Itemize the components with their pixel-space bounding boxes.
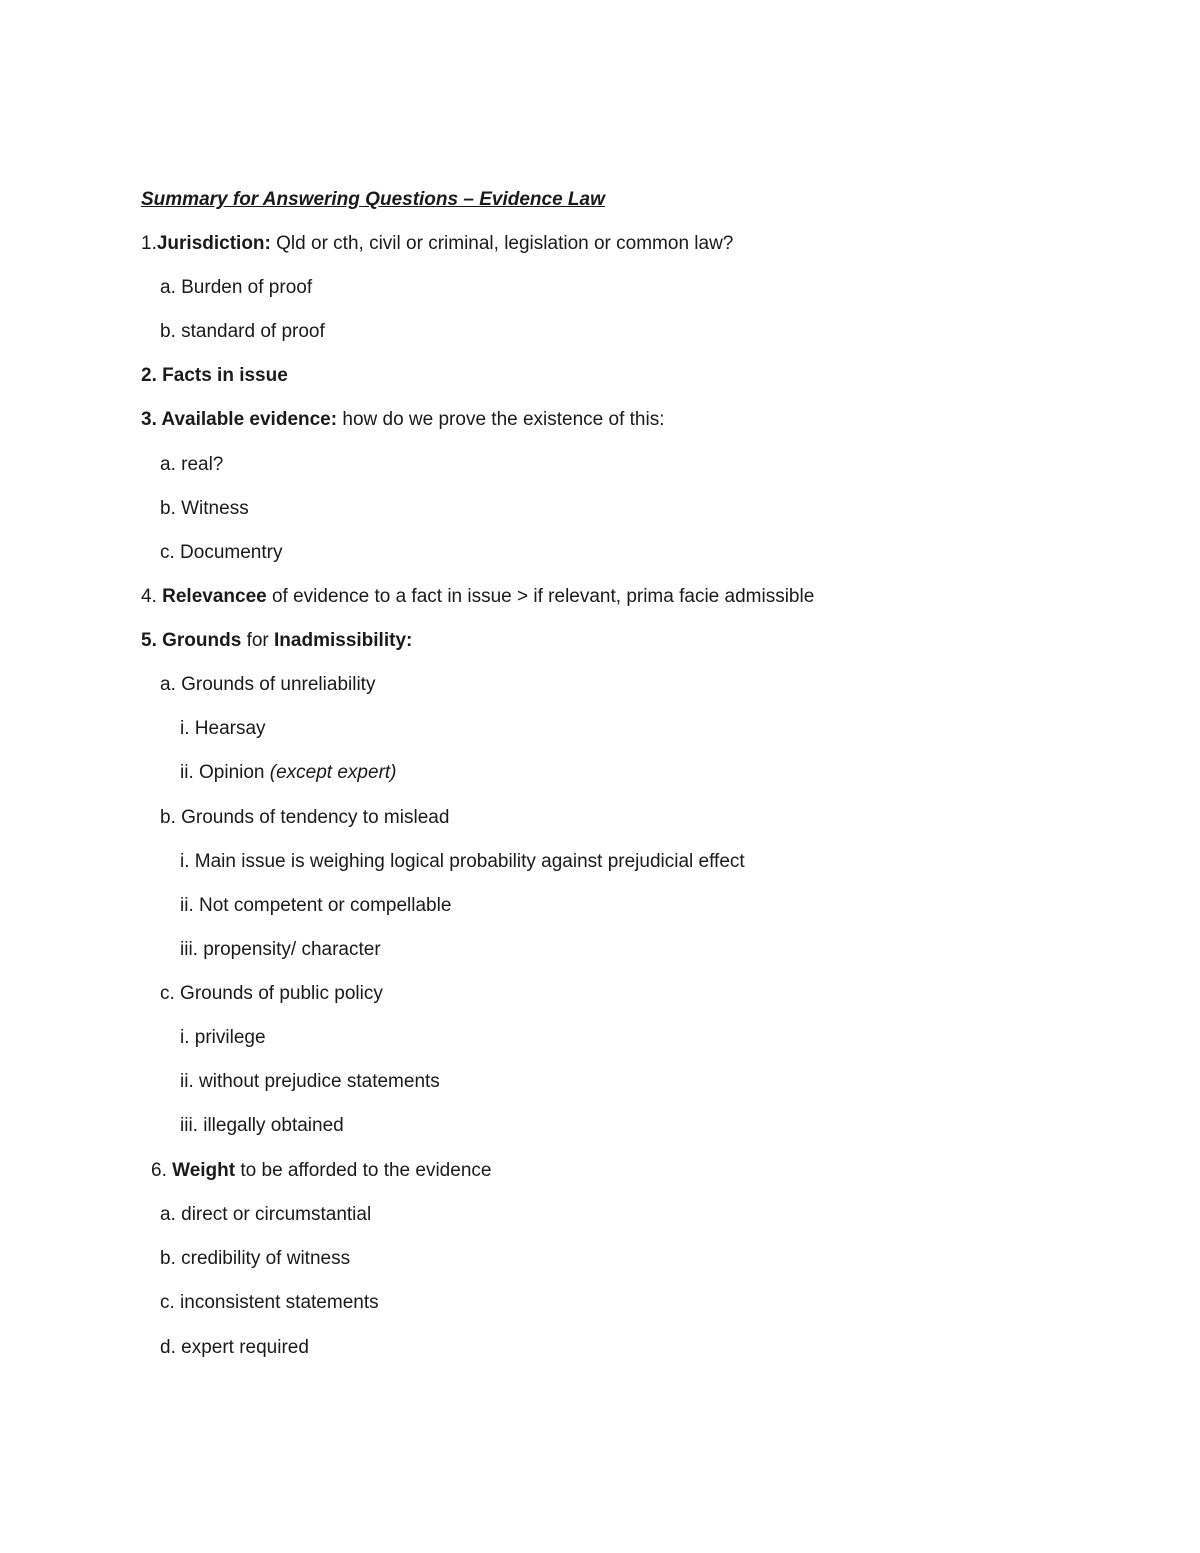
section-heading: Inadmissibility: <box>274 630 413 651</box>
section-number: 4. <box>141 586 163 607</box>
section-heading: Weight <box>172 1160 236 1181</box>
section-heading: Available evidence: <box>161 409 338 430</box>
list-item: c. Grounds of public policy <box>160 983 383 1004</box>
section-heading: Grounds <box>162 630 242 651</box>
list-subitem <box>180 761 397 785</box>
section-text: to be afforded to the evidence <box>235 1160 492 1181</box>
section-text: of evidence to a fact in issue > if relevant, prima facie admissible <box>266 586 815 607</box>
section-inadmissibility <box>141 629 412 653</box>
document-title: Summary for Answering Questions – Evidence Law <box>141 189 605 210</box>
section-number: 6. <box>151 1160 173 1181</box>
list-subitem: iii. propensity/ character <box>180 939 381 960</box>
section-text: how do we prove the existence of this: <box>337 409 665 430</box>
list-subitem: iii. illegally obtained <box>180 1115 344 1136</box>
list-item: b. Grounds of tendency to mislead <box>160 807 450 828</box>
list-item: a. real? <box>160 454 224 475</box>
section-heading: Relevancee <box>162 586 267 607</box>
section-heading: Facts in issue <box>162 365 288 386</box>
list-item: c. inconsistent statements <box>160 1292 379 1313</box>
list-item: a. Grounds of unreliability <box>160 674 376 695</box>
section-jurisdiction <box>141 232 733 256</box>
section-heading: Jurisdiction: <box>156 233 271 254</box>
section-number: 1. <box>141 233 157 254</box>
list-subitem: i. Hearsay <box>180 718 266 739</box>
section-relevance <box>141 585 814 609</box>
list-item: c. Documentry <box>160 542 283 563</box>
list-subitem: i. privilege <box>180 1027 266 1048</box>
section-available-evidence <box>141 408 665 432</box>
section-number: 2. <box>141 365 163 386</box>
list-item: a. Burden of proof <box>160 277 313 298</box>
subitem-note: (except expert) <box>269 762 397 783</box>
list-item: d. expert required <box>160 1337 309 1358</box>
section-text: for <box>241 630 275 651</box>
subitem-text: ii. Opinion <box>180 762 270 783</box>
list-item: b. Witness <box>160 498 249 519</box>
section-number: 3. <box>141 409 162 430</box>
section-number: 5. <box>141 630 163 651</box>
section-weight <box>151 1159 491 1183</box>
list-subitem: ii. without prejudice statements <box>180 1071 440 1092</box>
list-item: a. direct or circumstantial <box>160 1204 372 1225</box>
section-text: Qld or cth, civil or criminal, legislation or common law? <box>270 233 734 254</box>
list-subitem: i. Main issue is weighing logical probability against prejudicial effect <box>180 851 745 872</box>
list-item: b. standard of proof <box>160 321 325 342</box>
list-subitem: ii. Not competent or compellable <box>180 895 452 916</box>
list-item: b. credibility of witness <box>160 1248 351 1269</box>
section-facts-in-issue <box>141 364 288 388</box>
